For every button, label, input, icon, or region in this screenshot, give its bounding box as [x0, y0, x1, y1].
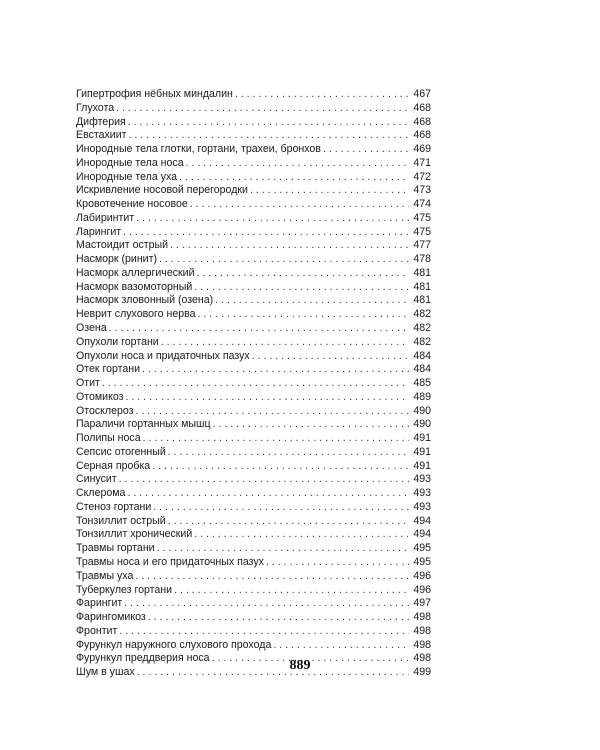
- toc-leader-dots: [102, 377, 409, 391]
- toc-entry-page: 496: [409, 584, 431, 598]
- page-number: 889: [289, 658, 311, 673]
- toc-leader-dots: [148, 611, 409, 625]
- toc-entry-page: 499: [409, 666, 431, 680]
- toc-leader-dots: [119, 625, 409, 639]
- toc-leader-dots: [123, 226, 409, 240]
- toc-entry-page: 494: [409, 529, 431, 543]
- toc-entry-page: 493: [409, 501, 431, 515]
- toc-entry-title: Неврит слухового нерва: [76, 308, 196, 321]
- toc-entry: [76, 377, 431, 391]
- toc-leader-dots: [143, 432, 409, 446]
- toc-leader-dots: [135, 570, 409, 584]
- toc-entry-title: Лабиринтит: [76, 211, 135, 224]
- toc-leader-dots: [119, 473, 409, 487]
- toc-entry-title: Опухоли носа и придаточных пазух: [76, 349, 250, 362]
- toc-leader-dots: [252, 350, 409, 364]
- toc-entry: [76, 597, 431, 611]
- toc-entry-title: Фронтит: [76, 624, 118, 637]
- toc-entry: [76, 391, 431, 405]
- toc-entry: [76, 239, 431, 253]
- toc-entry-title: Искривление носовой перегородки: [76, 184, 248, 197]
- toc-entry-title: Параличи гортанных мышц: [76, 418, 211, 431]
- toc-leader-dots: [323, 143, 409, 157]
- toc-entry-page: 495: [409, 556, 431, 570]
- toc-entry: [76, 487, 431, 501]
- toc-entry-title: Травмы носа и его придаточных пазух: [76, 556, 264, 569]
- toc-entry-title: Синусит: [76, 473, 117, 486]
- toc-entry-page: 469: [409, 143, 431, 157]
- toc-entry: [76, 212, 431, 226]
- toc-entry: [76, 556, 431, 570]
- toc-entry-page: 474: [409, 198, 431, 212]
- toc-entry-title: Тонзиллит острый: [76, 514, 166, 527]
- toc-entry-page: 468: [409, 129, 431, 143]
- toc-entry-title: Тонзиллит хронический: [76, 528, 193, 541]
- toc-leader-dots: [116, 102, 409, 116]
- toc-entry-title: Евстахиит: [76, 129, 127, 142]
- toc-leader-dots: [168, 446, 409, 460]
- toc-entry: [76, 253, 431, 267]
- toc-entry: [76, 267, 431, 281]
- toc-entry-title: Стеноз гортани: [76, 500, 152, 513]
- table-of-contents: [76, 88, 431, 680]
- toc-leader-dots: [127, 487, 409, 501]
- toc-leader-dots: [273, 639, 409, 653]
- toc-entry-page: 496: [409, 570, 431, 584]
- toc-entry-page: 468: [409, 102, 431, 116]
- toc-entry: [76, 570, 431, 584]
- toc-leader-dots: [128, 116, 409, 130]
- toc-entry-title: Кровотечение носовое: [76, 198, 188, 211]
- toc-entry-page: 490: [409, 405, 431, 419]
- toc-entry-page: 498: [409, 639, 431, 653]
- toc-entry-page: 475: [409, 226, 431, 240]
- toc-entry-page: 484: [409, 350, 431, 364]
- toc-leader-dots: [250, 184, 409, 198]
- toc-entry-title: Склерома: [76, 487, 126, 500]
- toc-entry: [76, 226, 431, 240]
- toc-entry-title: Шум в ушах: [76, 666, 135, 679]
- toc-leader-dots: [186, 157, 409, 171]
- toc-leader-dots: [196, 267, 409, 281]
- toc-entry: [76, 625, 431, 639]
- toc-leader-dots: [142, 363, 409, 377]
- toc-entry: [76, 460, 431, 474]
- toc-leader-dots: [159, 253, 409, 267]
- toc-entry-title: Глухота: [76, 101, 115, 114]
- toc-entry-title: Опухоли гортани: [76, 335, 159, 348]
- toc-entry-title: Насморк зловонный (озена): [76, 294, 214, 307]
- toc-entry-page: 493: [409, 487, 431, 501]
- toc-entry: [76, 501, 431, 515]
- toc-entry-page: 498: [409, 625, 431, 639]
- toc-entry: [76, 336, 431, 350]
- toc-entry-title: Фурункул преддверия носа: [76, 652, 210, 665]
- toc-leader-dots: [157, 542, 409, 556]
- toc-entry: [76, 171, 431, 185]
- toc-entry-title: Дифтерия: [76, 115, 126, 128]
- toc-entry: [76, 184, 431, 198]
- toc-leader-dots: [152, 460, 409, 474]
- toc-leader-dots: [109, 322, 409, 336]
- toc-entry-page: 494: [409, 515, 431, 529]
- toc-entry-page: 490: [409, 418, 431, 432]
- toc-entry-title: Мастоидит острый: [76, 239, 169, 252]
- toc-entry-page: 491: [409, 446, 431, 460]
- toc-leader-dots: [124, 597, 409, 611]
- toc-entry-page: 495: [409, 542, 431, 556]
- toc-entry-title: Инородные тела глотки, гортани, трахеи, бронхов: [76, 143, 321, 156]
- toc-entry: [76, 350, 431, 364]
- toc-entry-title: Насморк аллергический: [76, 266, 195, 279]
- toc-entry: [76, 446, 431, 460]
- toc-leader-dots: [179, 171, 409, 185]
- toc-entry: [76, 294, 431, 308]
- toc-entry: [76, 418, 431, 432]
- toc-entry-page: 482: [409, 322, 431, 336]
- toc-entry-title: Отек гортани: [76, 363, 141, 376]
- toc-entry-page: 498: [409, 611, 431, 625]
- toc-entry-page: 498: [409, 652, 431, 666]
- toc-entry-page: 493: [409, 473, 431, 487]
- toc-entry: [76, 102, 431, 116]
- toc-entry-page: 468: [409, 116, 431, 130]
- toc-entry-title: Травмы уха: [76, 569, 134, 582]
- toc-leader-dots: [125, 391, 409, 405]
- toc-leader-dots: [190, 198, 409, 212]
- toc-entry: [76, 611, 431, 625]
- toc-entry-title: Насморк (ринит): [76, 253, 157, 266]
- toc-entry: [76, 88, 431, 102]
- toc-entry: [76, 129, 431, 143]
- toc-entry-title: Ларингит: [76, 225, 122, 238]
- toc-entry-page: 467: [409, 88, 431, 102]
- toc-entry-title: Отомикоз: [76, 390, 124, 403]
- toc-entry-title: Отосклероз: [76, 404, 134, 417]
- toc-entry-page: 491: [409, 460, 431, 474]
- toc-entry-page: 481: [409, 281, 431, 295]
- toc-entry-title: Фарингит: [76, 597, 123, 610]
- toc-entry: [76, 322, 431, 336]
- toc-leader-dots: [215, 294, 409, 308]
- toc-entry: [76, 432, 431, 446]
- toc-entry-page: 489: [409, 391, 431, 405]
- toc-entry-page: 497: [409, 597, 431, 611]
- toc-entry-page: 491: [409, 432, 431, 446]
- toc-entry-title: Гипертрофия нёбных миндалин: [76, 88, 233, 100]
- toc-entry-title: Фарингомикоз: [76, 611, 146, 624]
- toc-leader-dots: [136, 405, 409, 419]
- toc-entry-title: Травмы гортани: [76, 542, 155, 555]
- toc-entry: [76, 308, 431, 322]
- toc-entry-title: Сепсис отогенный: [76, 445, 166, 458]
- toc-entry: [76, 584, 431, 598]
- toc-entry-page: 485: [409, 377, 431, 391]
- toc-entry-title: Озена: [76, 322, 107, 334]
- toc-entry: [76, 473, 431, 487]
- toc-entry-page: 482: [409, 336, 431, 350]
- toc-entry: [76, 542, 431, 556]
- toc-entry-page: 484: [409, 363, 431, 377]
- toc-entry-title: Отит: [76, 377, 100, 390]
- toc-entry-title: Полипы носа: [76, 432, 141, 445]
- toc-entry-title: Туберкулез гортани: [76, 583, 173, 596]
- toc-entry-title: Серная пробка: [76, 459, 151, 472]
- toc-entry: [76, 405, 431, 419]
- toc-entry: [76, 116, 431, 130]
- toc-entry-page: 475: [409, 212, 431, 226]
- toc-entry-title: Инородные тела носа: [76, 156, 184, 169]
- toc-leader-dots: [194, 529, 409, 543]
- toc-entry-title: Инородные тела уха: [76, 170, 178, 183]
- toc-leader-dots: [266, 556, 409, 570]
- toc-leader-dots: [161, 336, 409, 350]
- toc-leader-dots: [174, 584, 409, 598]
- toc-entry: [76, 157, 431, 171]
- toc-leader-dots: [170, 239, 409, 253]
- toc-entry-page: 478: [409, 253, 431, 267]
- toc-entry-page: 481: [409, 294, 431, 308]
- toc-leader-dots: [194, 281, 409, 295]
- toc-leader-dots: [198, 308, 409, 322]
- toc-entry-page: 471: [409, 157, 431, 171]
- toc-entry-page: 481: [409, 267, 431, 281]
- toc-entry: [76, 363, 431, 377]
- toc-entry: [76, 198, 431, 212]
- toc-entry: [76, 281, 431, 295]
- toc-entry-page: 482: [409, 308, 431, 322]
- toc-entry: [76, 639, 431, 653]
- toc-leader-dots: [235, 88, 409, 102]
- toc-leader-dots: [136, 212, 409, 226]
- toc-entry: [76, 529, 431, 543]
- toc-leader-dots: [153, 501, 409, 515]
- toc-entry-page: 473: [409, 184, 431, 198]
- toc-entry-title: Насморк вазомоторный: [76, 280, 193, 293]
- toc-entry: [76, 143, 431, 157]
- toc-entry-title: Фурункул наружного слухового прохода: [76, 638, 272, 651]
- toc-entry-page: 472: [409, 171, 431, 185]
- toc-entry-page: 477: [409, 239, 431, 253]
- toc-leader-dots: [168, 515, 409, 529]
- toc-leader-dots: [213, 418, 409, 432]
- toc-leader-dots: [128, 129, 409, 143]
- toc-entry: [76, 515, 431, 529]
